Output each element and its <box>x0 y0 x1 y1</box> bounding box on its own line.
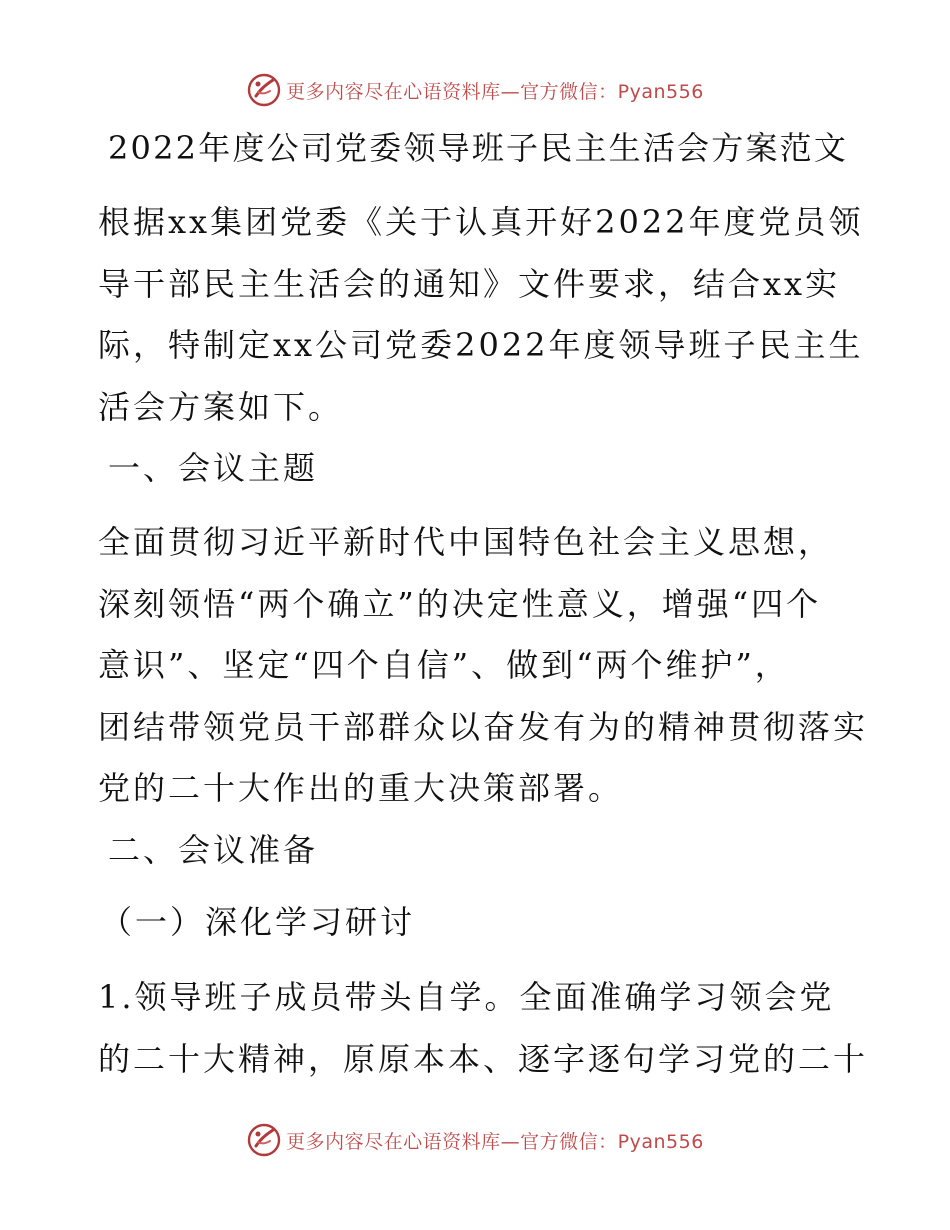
watermark-text: 更多内容尽在心语资料库—官方微信：Pyan556 <box>286 80 704 103</box>
paragraph-line: 根据xx集团党委《关于认真开好2022年度党员领 <box>98 203 864 241</box>
paragraph-line: 际，特制定xx公司党委2022年度领导班子民主生 <box>98 326 864 364</box>
subsection-heading: （一）深化学习研讨 <box>100 903 416 941</box>
section2-paragraph <box>98 967 869 1090</box>
paragraph-line: 深刻领悟“两个确立”的决定性意义，增强“四个 <box>98 584 822 623</box>
paragraph-line: 全面贯彻习近平新时代中国特色社会主义思想， <box>98 523 834 561</box>
paragraph-line: 导干部民主生活会的通知》文件要求，结合xx实 <box>98 264 841 303</box>
brand-logo-icon <box>246 72 282 108</box>
paragraph-line: 意识”、坚定“四个自信”、做到“两个维护”， <box>98 646 790 684</box>
intro-paragraph <box>98 192 864 438</box>
paragraph-line: 的二十大精神，原原本本、逐字逐句学习党的二十 <box>98 1039 869 1078</box>
paragraph-line: 团结带领党员干部群众以奋发有为的精神贯彻落实 <box>98 707 869 746</box>
watermark-banner-bottom <box>0 1120 950 1160</box>
paragraph-line: 党的二十大作出的重大决策部署。 <box>98 769 624 807</box>
brand-logo-icon <box>246 1122 282 1158</box>
section-heading-2: 二、会议准备 <box>108 831 319 869</box>
watermark-text: 更多内容尽在心语资料库—官方微信：Pyan556 <box>286 1130 704 1153</box>
paragraph-line: 1.领导班子成员带头自学。全面准确学习领会党 <box>98 978 835 1016</box>
paragraph-line: 活会方案如下。 <box>98 387 344 426</box>
section1-paragraph <box>98 512 869 820</box>
page-title: 2022年度公司党委领导班子民主生活会方案范文 <box>108 129 849 167</box>
watermark-banner-top <box>0 70 950 110</box>
section-heading-1: 一、会议主题 <box>108 449 319 487</box>
